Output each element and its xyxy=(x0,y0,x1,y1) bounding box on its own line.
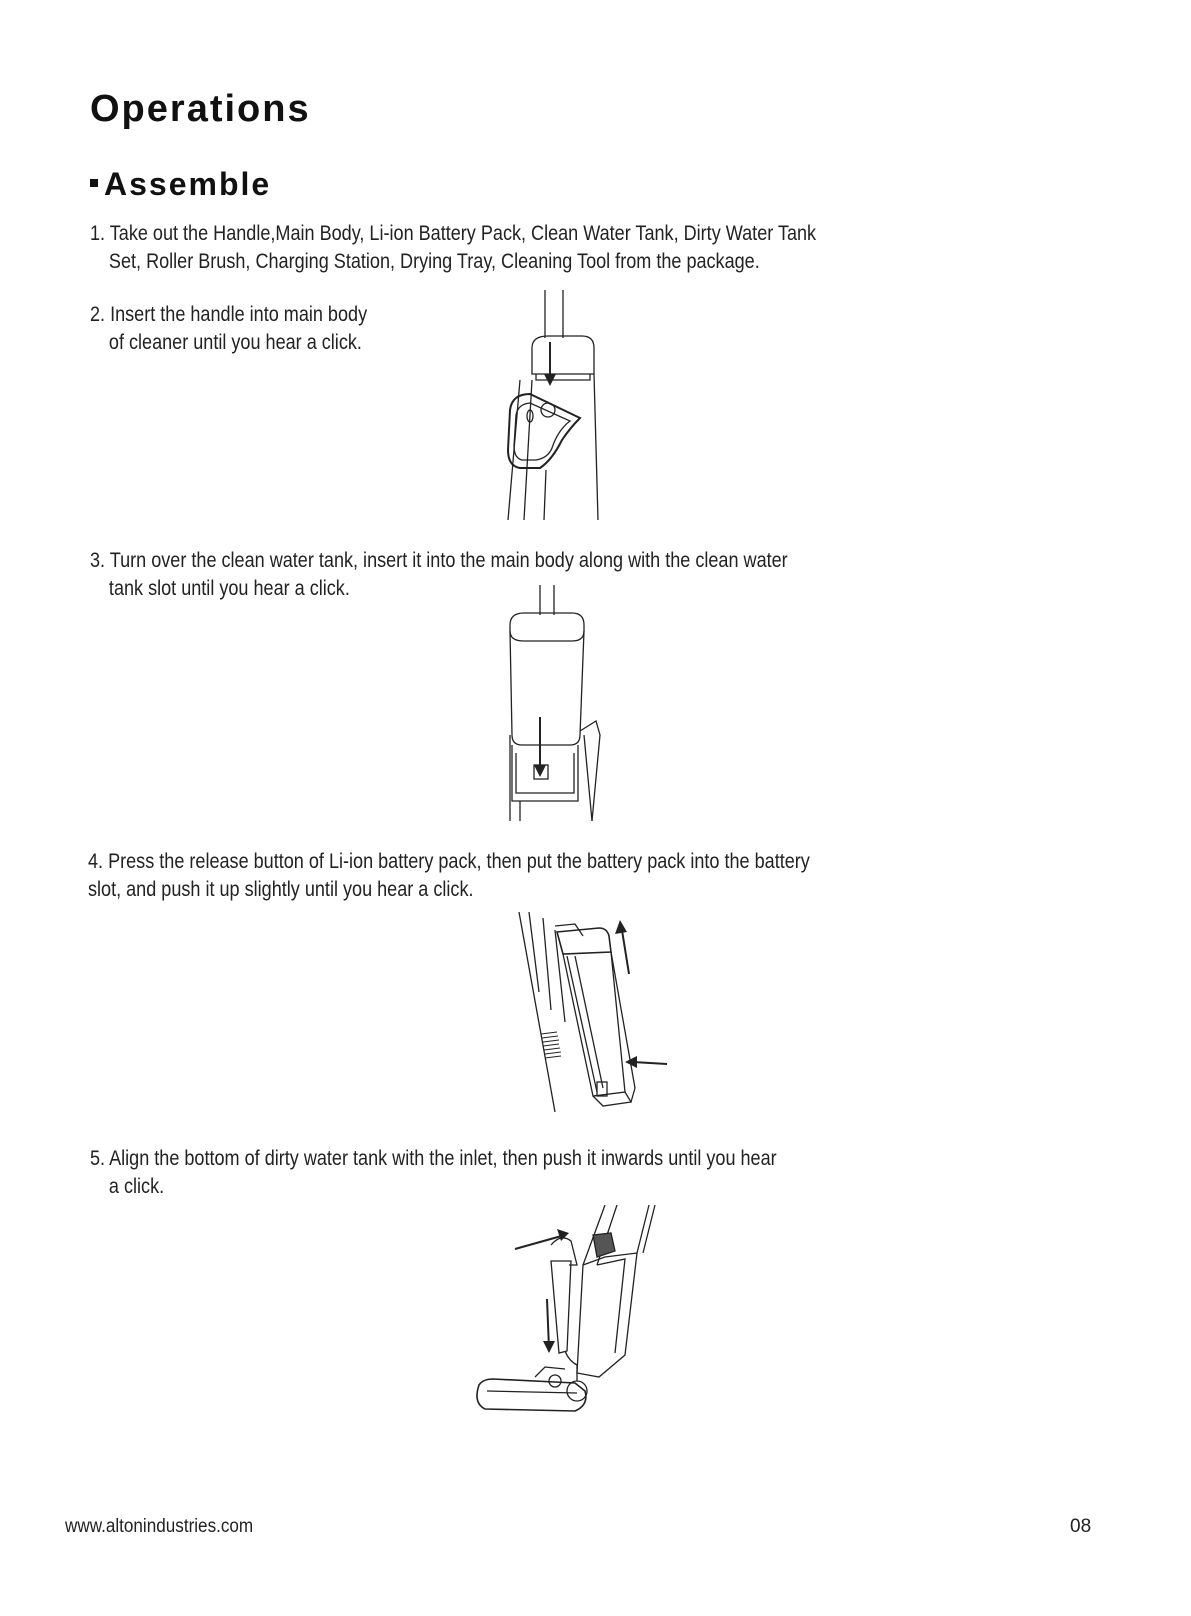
step-4 xyxy=(88,848,810,904)
dirty-tank-illustration xyxy=(465,1205,665,1421)
step-5 xyxy=(90,1145,777,1201)
page-title: Operations xyxy=(90,88,311,130)
section-title-text: Assemble xyxy=(104,166,272,202)
step-1-line-1: 1. Take out the Handle,Main Body, Li-ion Battery Pack, Clean Water Tank, Dirty Water Tank xyxy=(90,222,817,245)
step-3 xyxy=(90,547,788,603)
page-number: 08 xyxy=(1070,1516,1092,1537)
section-title xyxy=(90,166,271,203)
step-2 xyxy=(90,301,367,357)
step-4-line-1: 4. Press the release button of Li-ion battery pack, then put the battery pack into the battery xyxy=(88,850,810,873)
water-tank-illustration xyxy=(500,585,610,821)
square-bullet-icon xyxy=(90,179,98,187)
step-3-line-2: tank slot until you hear a click. xyxy=(108,577,350,600)
step-2-line-2: of cleaner until you hear a click. xyxy=(108,331,362,354)
step-1 xyxy=(90,220,816,276)
step-4-line-2: slot, and push it up slightly until you hear a click. xyxy=(88,878,474,901)
footer-website: www.altonindustries.com xyxy=(65,1516,254,1537)
step-5-line-1: 5. Align the bottom of dirty water tank with the inlet, then push it inwards until you hear xyxy=(90,1147,777,1170)
step-1-line-2: Set, Roller Brush, Charging Station, Drying Tray, Cleaning Tool from the package. xyxy=(108,250,760,273)
step-2-line-1: 2. Insert the handle into main body xyxy=(90,303,368,326)
handle-insert-illustration xyxy=(490,290,610,522)
step-3-line-1: 3. Turn over the clean water tank, insert it into the main body along with the clean water xyxy=(90,549,788,572)
step-5-line-2: a click. xyxy=(108,1175,165,1198)
battery-pack-illustration xyxy=(515,912,675,1116)
